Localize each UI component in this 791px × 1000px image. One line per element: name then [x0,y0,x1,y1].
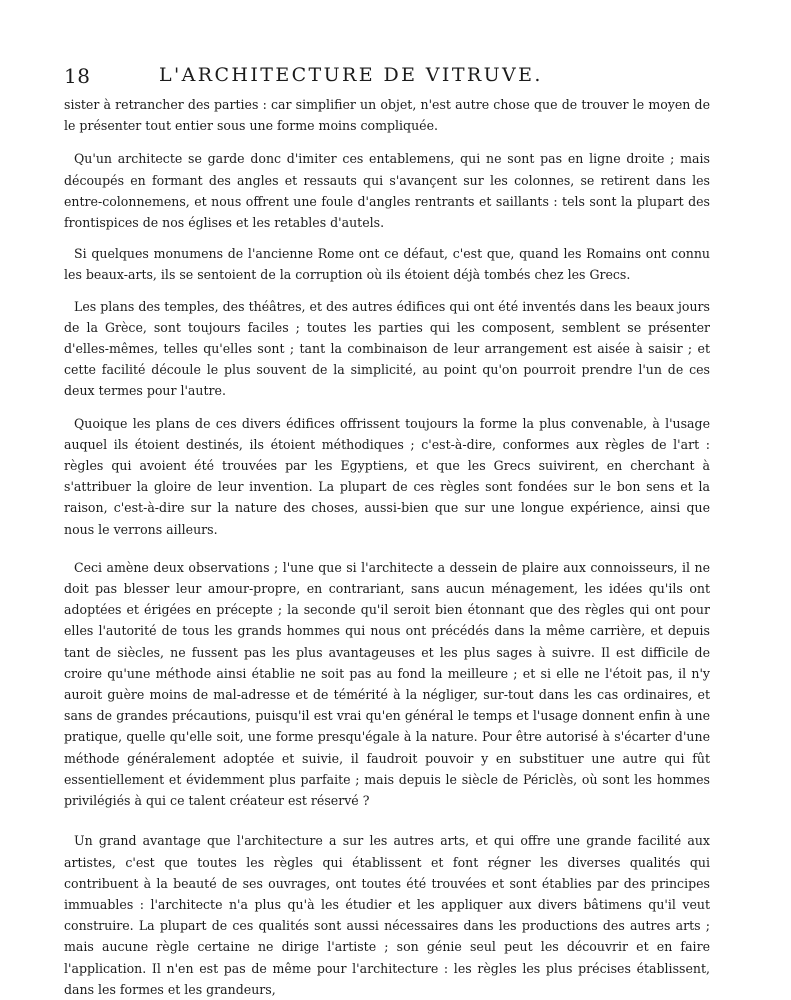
book-page [64,58,710,1000]
page-header [64,58,710,94]
paragraph-6: Ceci amène deux observations ; l'une que si l'architecte a dessein de plaire aux connoisseurs, il ne doit pas blesser leur amour-propre, en contrariant, sans aucun ménagement, les idées qu'ils ont adoptées et érigées en précepte ; la seconde qu'il seroit bien étonnant que des règles qui ont pour elles l'autorité de tous les grands hommes qui nous ont précédés dans la même carrière, et depuis tant de siècles, ne fussent pas les plus avantageuses et les plus sages à suivre. Il est difficile de croire qu'une méthode ainsi établie ne soit pas au fond la meilleure ; et si elle ne l'étoit pas, il n'y auroit guère moins de mal-adresse et de témérité à la négliger, sur-tout dans les cas ordinaires, et sans de grandes précautions, puisqu'il est vrai qu'en général le temps et l'usage donnent enfin à une pratique, quelle qu'elle soit, une forme presqu'égale à la nature. Pour être autorisé à s'écarter d'une méthode généralement adoptée et suivie, il faudroit pouvoir y en substituer une autre qui fût essentiellement et évidemment plus parfaite ; mais depuis le siècle de Périclès, où sont les hommes privilégiés à qui ce talent créateur est réservé ? [64,559,710,809]
paragraph-5: Quoique les plans de ces divers édifices offrissent toujours la forme la plus convenable, à l'usage auquel ils étoient destinés, ils étoient méthodiques ; c'est-à-dire, conformes aux règles de l'art : règles qui avoient été trouvées par les Egyptiens, et que les Grecs suivirent, en cherchant à s'attribuer la gloire de leur invention. La plupart de ces règles sont fondées sur le bon sens et la raison, c'est-à-dire sur la nature des choses, aussi-bien que sur une longue expérience, ainsi que nous le verrons ailleurs. [64,415,710,537]
paragraph-3: Si quelques monumens de l'ancienne Rome ont ce défaut, c'est que, quand les Romains ont connu les beaux-arts, ils se sentoient de la corruption où ils étoient déjà tombés chez les Grecs. [64,246,710,283]
page-number: 18 [64,64,91,88]
paragraph-7: Un grand avantage que l'architecture a sur les autres arts, et qui offre une grande facilité aux artistes, c'est que toutes les règles qui établissent et font régner les diverses qualités qui contribuent à la beauté de ses ouvrages, ont toutes été trouvées et sont établies par des principes immuables : l'architecte n'a plus qu'à les étudier et les appliquer aux divers bâtimens qu'il veut construire. La plupart de ces qualités sont aussi nécessaires dans les productions des autres arts ; mais aucune règle certaine ne dirige l'artiste ; son génie seul peut les découvrir et en faire l'application. Il n'en est pas de même pour l'architecture : les règles les plus précises établissent, dans les formes et les grandeurs, [64,833,710,997]
paragraph-2: Qu'un architecte se garde donc d'imiter ces entablemens, qui ne sont pas en ligne droite ; mais découpés en formant des angles et ressauts qui s'avançent sur les colonnes, se retirent dans les entre-colonnemens, et nous offrent une foule d'angles rentrants et saillants : tels sont la plupart des frontispices de nos églises et les retables d'autels. [64,151,710,231]
paragraph-4: Les plans des temples, des théâtres, et des autres édifices qui ont été inventés dans les beaux jours de la Grèce, sont toujours faciles ; toutes les parties qui les composent, semblent se présenter d'elles-mêmes, telles qu'elles sont ; tant la combinaison de leur arrangement est aisée à saisir ; et cette facilité découle le plus souvent de la simplicité, au point qu'on pourroit prendre l'un de ces deux termes pour l'autre. [64,298,710,399]
running-title: L'ARCHITECTURE DE VITRUVE. [159,64,543,86]
paragraph-1: sister à retrancher des parties : car simplifier un objet, n'est autre chose que de trouver le moyen de le présenter tout entier sous une forme moins compliquée. [64,97,710,134]
body-text [64,94,710,1000]
